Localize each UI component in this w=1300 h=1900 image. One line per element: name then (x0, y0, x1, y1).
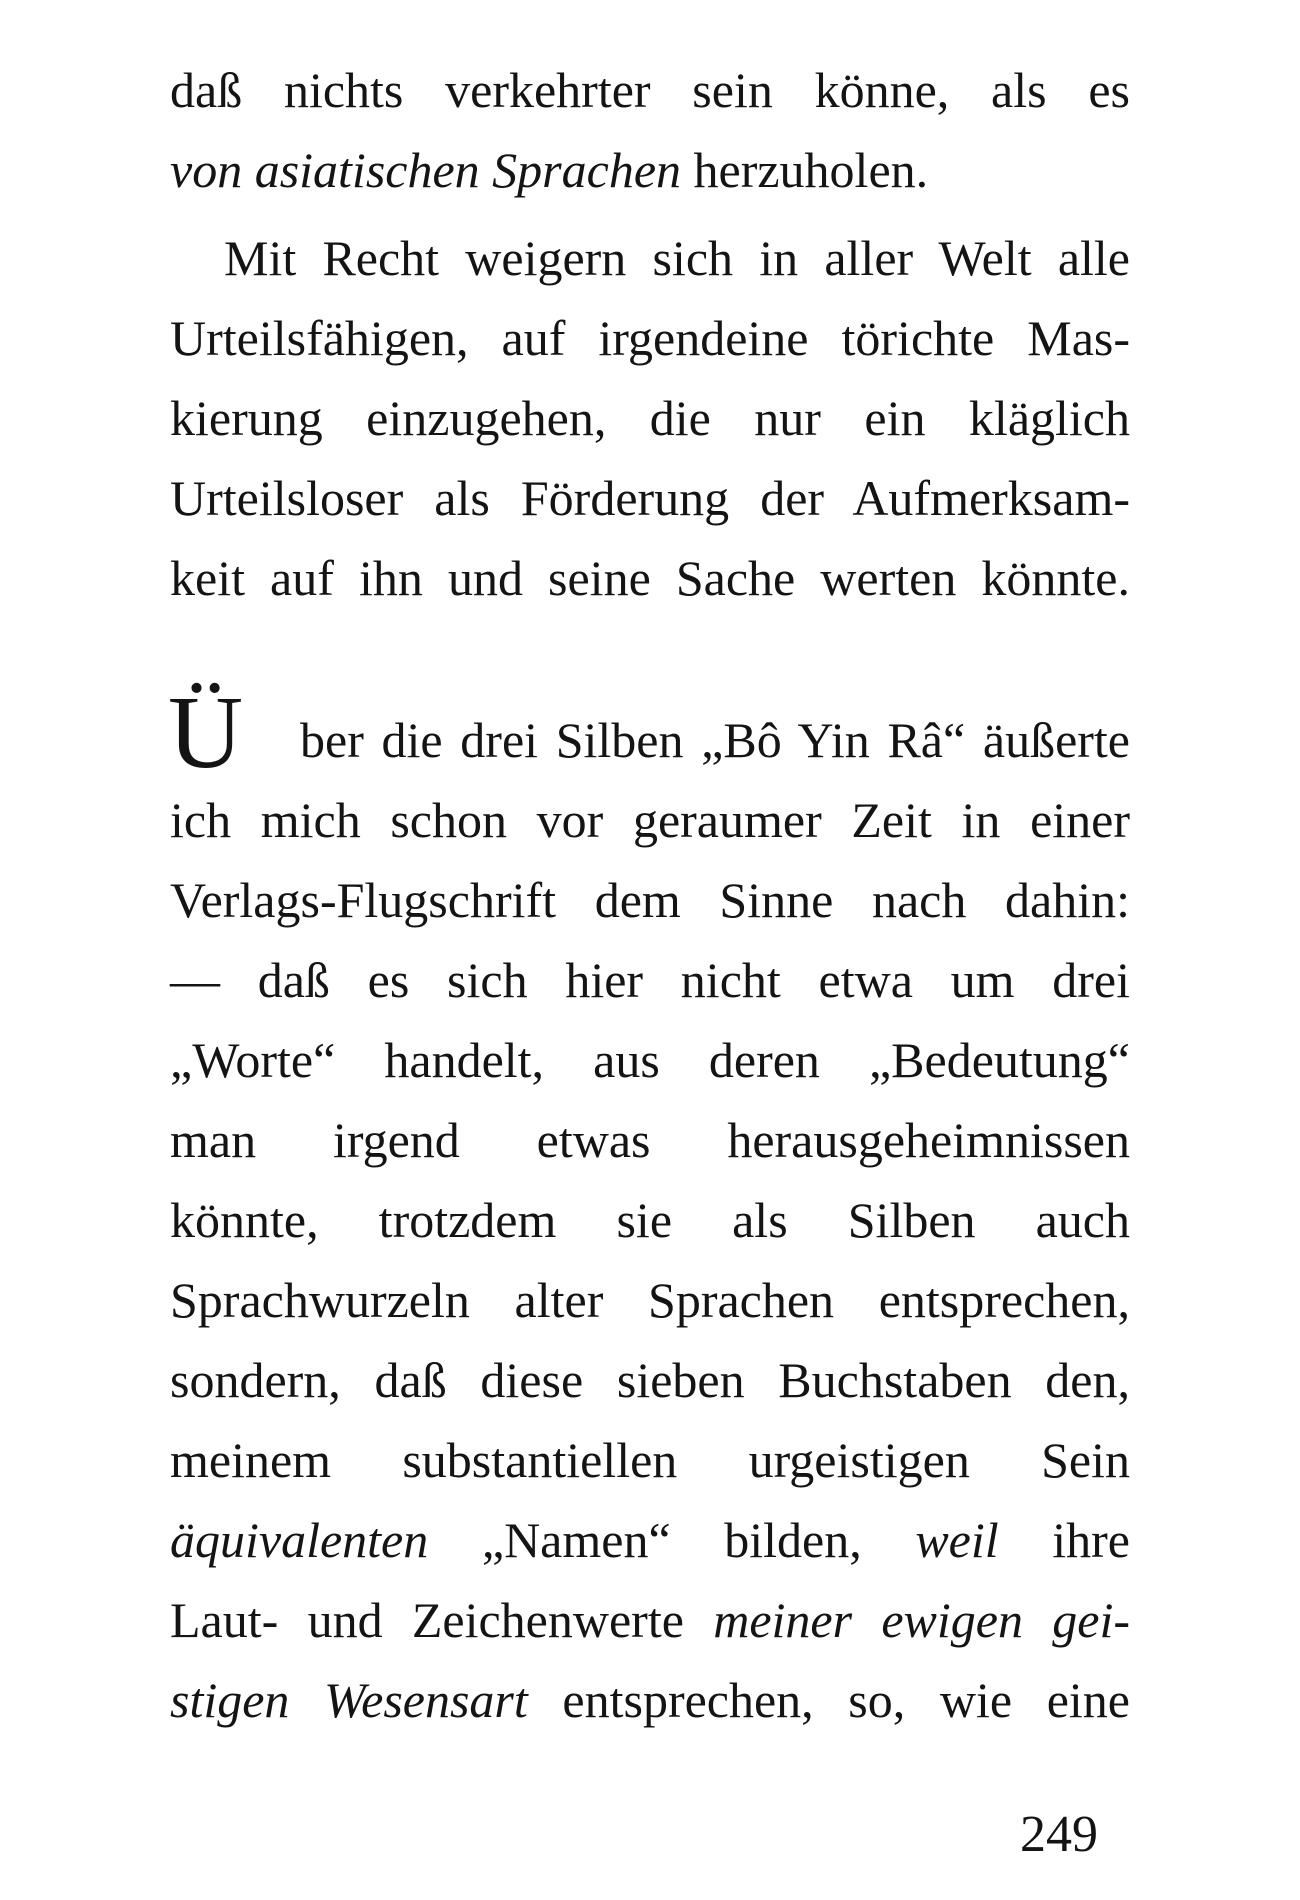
text-line (170, 1500, 1130, 1580)
drop-cap: Ü (168, 675, 244, 790)
text-line: ich mich schon vor geraumer Zeit in einer (170, 792, 1130, 848)
text-line: „Worte“ handelt, aus deren „Bedeutung“ (170, 1032, 1130, 1088)
text-line: Urteilsloser als Förderung der Aufmerksam- (170, 470, 1130, 526)
text-span: Laut- und Zeichenwerte (170, 1592, 714, 1648)
italic-text: von asiatischen Sprachen (170, 142, 682, 198)
text-span: entsprechen, so, wie eine (527, 1672, 1130, 1728)
text-line: Mit Recht weigern sich in aller Welt alle (224, 230, 1130, 286)
text-line: ber die drei Silben „Bô Yin Râ“ äußerte (300, 712, 1130, 768)
text-line: kierung einzugehen, die nur ein kläglich (170, 390, 1130, 446)
italic-text: weil (915, 1512, 999, 1568)
text-line (170, 1660, 1130, 1740)
text-line: Sprachwurzeln alter Sprachen entsprechen, (170, 1272, 1130, 1328)
text-line: daß nichts verkehrter sein könne, als es (170, 62, 1130, 118)
text-span: ihre (998, 1512, 1130, 1568)
text-line: — daß es sich hier nicht etwa um drei (170, 952, 1130, 1008)
text-line: Verlags-Flugschrift dem Sinne nach dahin: (170, 872, 1130, 928)
text-line: man irgend etwas herausgeheimnissen (170, 1112, 1130, 1168)
page-number: 249 (1020, 1806, 1098, 1863)
text-line (170, 130, 1130, 210)
text-line: könnte, trotzdem sie als Silben auch (170, 1192, 1130, 1248)
italic-text: stigen Wesensart (170, 1672, 528, 1728)
text-span: herzuholen. (681, 142, 929, 198)
text-line: keit auf ihn und seine Sache werten könnte. (170, 550, 1130, 606)
italic-text: äquivalenten (170, 1512, 429, 1568)
text-line: meinem substantiellen urgeistigen Sein (170, 1432, 1130, 1488)
text-span: „Namen“ bilden, (428, 1512, 916, 1568)
italic-text: meiner ewigen gei- (713, 1592, 1131, 1648)
text-line: Urteilsfähigen, auf irgendeine törichte Mas- (170, 310, 1130, 366)
text-line (170, 1580, 1130, 1660)
text-line: sondern, daß diese sieben Buchstaben den, (170, 1352, 1130, 1408)
